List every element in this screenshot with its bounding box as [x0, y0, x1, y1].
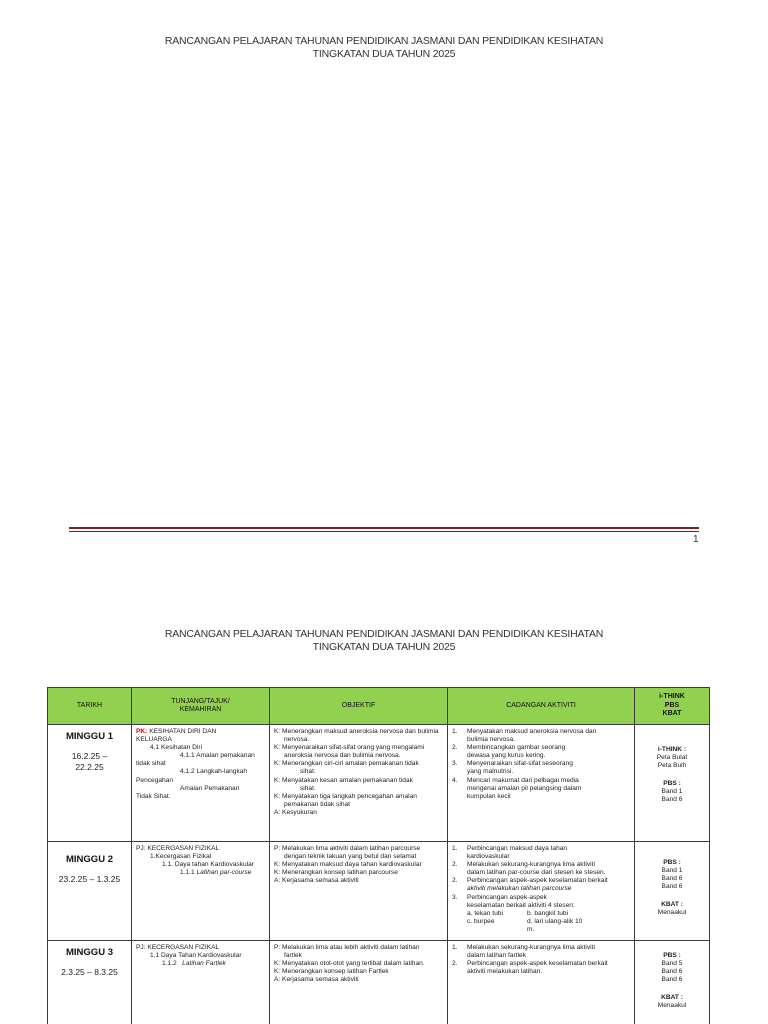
- page-number: 1: [693, 534, 699, 545]
- list-item: 2. Perbincangan aspek-aspek keselamatan berkait aktiviti melakukan latihan parcourse: [452, 877, 608, 893]
- topic-cell: PJ: KECERGASAN FIZIKAL 1.Kecergasan Fizikal 1.1. Daya tahan Kardiovaskular 1.1.1 Latihan par-course: [132, 842, 270, 941]
- activity-cell: [448, 842, 635, 941]
- header-tarikh: TARIKH: [48, 688, 132, 725]
- activity-cell: [448, 941, 635, 1024]
- week-label: MINGGU 2: [66, 854, 113, 865]
- header-objektif: OBJEKTIF: [270, 688, 448, 725]
- footer-divider: [69, 527, 699, 529]
- station-pair: a. tekan tubi b. bangkit tubi: [467, 909, 569, 917]
- table-row: [48, 941, 710, 1024]
- date-cell: [48, 842, 132, 941]
- list-item: 1. Melakukan sekurang-kurangnya lima aktiviti dalam latihan fartlek: [452, 944, 595, 960]
- activity-cell: [448, 725, 635, 842]
- topic-cell: PK: KESIHATAN DIRI DAN KELUARGA 4.1 Kesihatan Diri 4.1.1 Amalan pemakanan tidak sihat 4.1.2 Langkah-langkah Pencegahan Amalan Pemakanan Tidak Sihat.: [132, 725, 270, 842]
- table-row: [48, 725, 710, 842]
- meta-cell: i-THINK : Peta Bulat Peta Buih PBS : Band 1 Band 6: [635, 725, 710, 842]
- title-line-1: RANCANGAN PELAJARAN TAHUNAN PENDIDIKAN JASMANI DAN PENDIDIKAN KESIHATAN: [164, 628, 604, 640]
- header-meta: i-THINK PBS KBAT: [635, 688, 710, 725]
- title-line-2: TINGKATAN DUA TAHUN 2025: [312, 641, 456, 653]
- list-item: 2. Perbincangan aspek-aspek keselamatan berkait aktiviti melakukan latihan.: [452, 960, 608, 976]
- date-range: 22.2.25: [75, 762, 104, 772]
- meta-cell: PBS : Band 1 Band 6 Band 6 KBAT : Menaakul: [635, 842, 710, 941]
- title-line-2: TINGKATAN DUA TAHUN 2025: [312, 48, 456, 60]
- list-item: 4. Mencari makumat dari pelbagai media mengenai amalan pil pelangsing dalam kumpulan kecil: [452, 776, 582, 800]
- date-range: 16.2.25 –: [71, 751, 108, 761]
- list-item: 3. Perbincangan aspek-aspek keselamatan berkait aktiviti 4 stesen: a. tekan tubi b. bangkit tubi c. burpee d. lari ulang-alik 10 m.: [452, 894, 630, 934]
- title-line-1: RANCANGAN PELAJARAN TAHUNAN PENDIDIKAN JASMANI DAN PENDIDIKAN KESIHATAN: [164, 35, 604, 47]
- topic-cell: PJ: KECERGASAN FIZIKAL 1.1 Daya Tahan Kardiovaskular 1.1.2 Latihan Fartlek: [132, 941, 270, 1024]
- objective-cell: P: Melakukan lima aktiviti dalam latihan parcourse dengan teknik lakuan yang betul dan selamat K: Menyatakan maksud daya tahan kardiovaskular K: Menerangkan konsep latihan parcourse A: Kerjasama semasa aktiviti: [270, 842, 448, 941]
- list-item: 2. Melakukan sekurang-kurangnya lima aktiviti dalam latihan par-course dari stesen ke stesen.: [452, 861, 606, 877]
- date-range: 23.2.25 – 1.3.25: [58, 874, 121, 884]
- table-row: [48, 842, 710, 941]
- date-cell: [48, 725, 132, 842]
- date-range: 2.3.25 – 8.3.25: [61, 967, 118, 977]
- footer-divider-thin: [69, 531, 699, 532]
- list-item: 2. Membincangkan gambar seorang dewasa yang kurus kering.: [452, 744, 566, 760]
- station-pair: c. burpee d. lari ulang-alik 10 m.: [467, 917, 583, 933]
- table-header-row: [48, 688, 710, 725]
- lesson-plan-table: [47, 687, 710, 1024]
- week-label: MINGGU 3: [66, 947, 113, 958]
- header-tunjang: TUNJANG/TAJUK/ KEMAHIRAN: [132, 688, 270, 725]
- objective-cell: K: Menerangkan maksud aneroksia nervosa dan bulimia nervosa. K: Menyenaraikan sifat-sifat orang yang mengalami aneroksia nervosa dan bulimia nervosa. K: Menerangkan ciri-ciri amalan pemakanan tidak sihat. K: Menyatakan kesan amalan pemakanan tidak sihat. K: Menyatakan tiga langkah pencegahan amalan pemakanan tidak sihat A: Kesyukuran: [270, 725, 448, 842]
- header-cadangan: CADANGAN AKTIVITI: [448, 688, 635, 725]
- list-item: 1. Menyatakan maksud aneroksia nervosa dan bulimia nervosa.: [452, 728, 597, 744]
- page-title: [0, 35, 768, 61]
- date-cell: [48, 941, 132, 1024]
- list-item: 1. Perbincangan maksud daya tahan kardiovaskular: [452, 845, 568, 861]
- topic-prefix: PK:: [136, 728, 148, 735]
- objective-cell: P: Melakukan lima atau lebih aktiviti dalam latihan fartlek K: Menyatakan otot-otot yang terlibat dalam latihan. K: Menerangkan konsep latihan Fartlek A: Kerjasama semasa aktiviti: [270, 941, 448, 1024]
- meta-cell: PBS : Band 5 Band 6 Band 6 KBAT : Menaakul: [635, 941, 710, 1024]
- page-title: [0, 628, 768, 654]
- list-item: 3. Menyenaraikan sifat-sifat seseorang yang malnutrisi.: [452, 760, 573, 776]
- week-label: MINGGU 1: [66, 731, 113, 742]
